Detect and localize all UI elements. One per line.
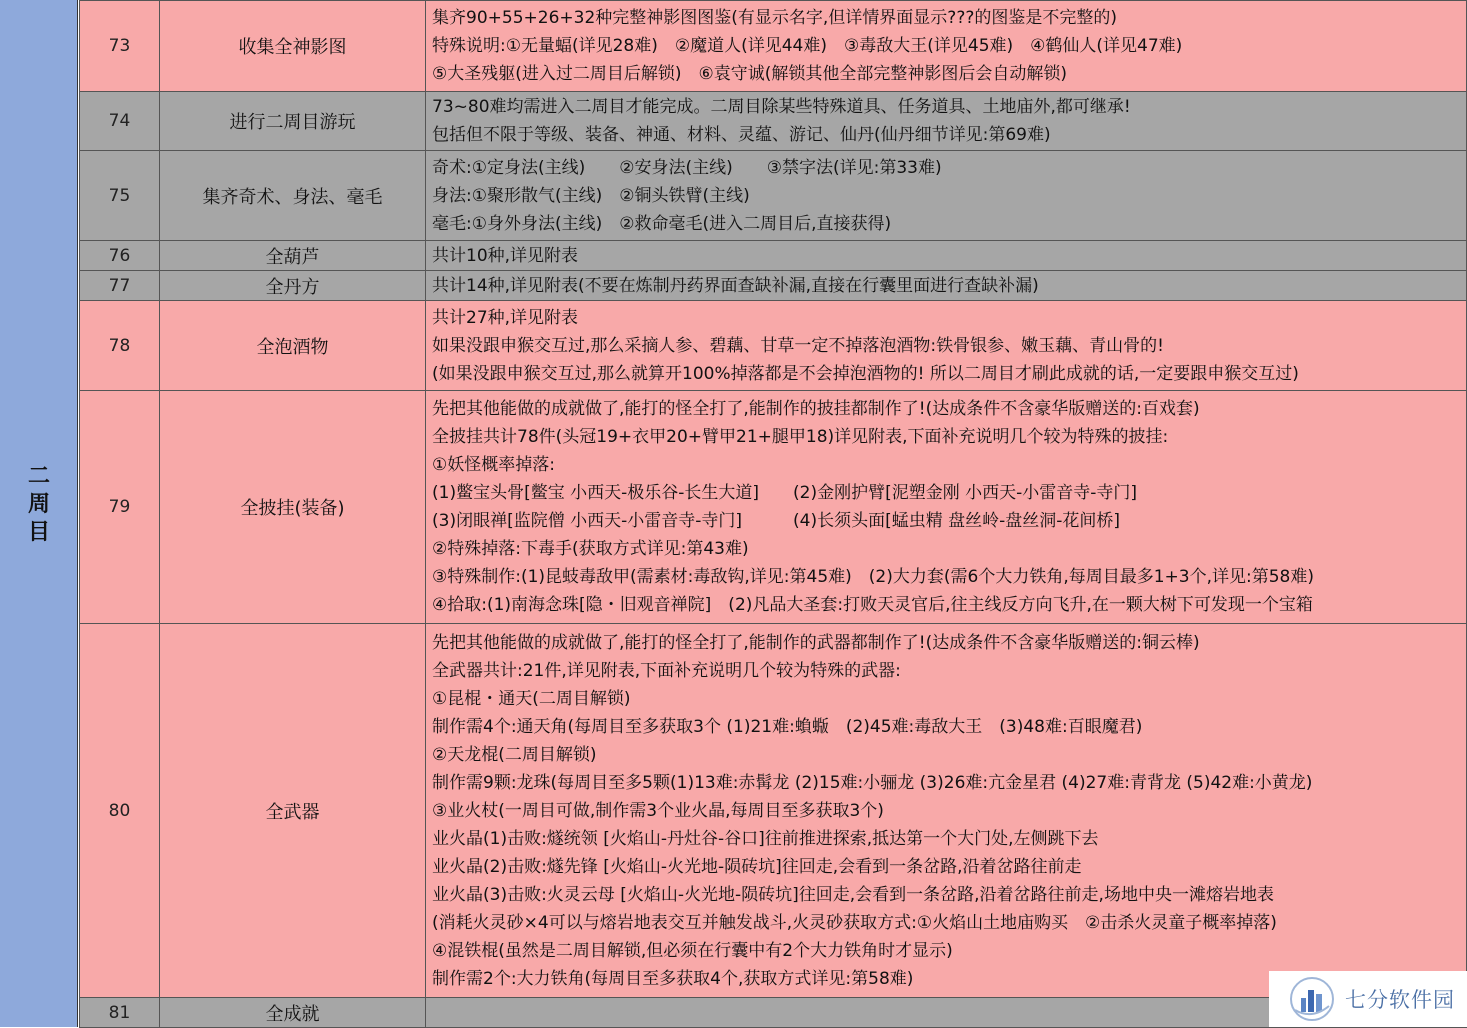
section-label-char: 周 xyxy=(27,491,50,517)
row-number: 80 xyxy=(80,624,160,998)
achievement-description xyxy=(426,151,1467,241)
description-line: ②天龙棍(二周目解锁) xyxy=(432,744,597,765)
section-sidebar xyxy=(0,0,78,1027)
achievement-name: 全葫芦 xyxy=(160,241,426,271)
description-line: 先把其他能做的成就做了,能打的怪全打了,能制作的武器都制作了!(达成条件不含豪华版赠送的:铜云棒) xyxy=(432,632,1200,653)
description-line: ④混铁棍(虽然是二周目解锁,但必须在行囊中有2个大力铁角时才显示) xyxy=(432,940,953,961)
description-line: (消耗火灵砂×4可以与熔岩地表交互并触发战斗,火灵砂获取方式:①火焰山土地庙购买 ②击杀火灵童子概率掉落) xyxy=(432,912,1277,933)
description-line: ③业火杖(一周目可做,制作需3个业火晶,每周目至多获取3个) xyxy=(432,800,884,821)
description-line: 包括但不限于等级、装备、神通、材料、灵蕴、游记、仙丹(仙丹细节详见:第69难) xyxy=(432,125,1051,145)
row-number: 79 xyxy=(80,391,160,624)
row-number: 76 xyxy=(80,241,160,271)
row-number: 81 xyxy=(80,998,160,1028)
description-line: ①妖怪概率掉落: xyxy=(432,455,555,475)
building-logo-icon xyxy=(1289,976,1335,1022)
table-row xyxy=(80,624,1467,998)
table-row xyxy=(80,151,1467,241)
table-row xyxy=(80,998,1467,1028)
section-label-char: 目 xyxy=(27,519,50,545)
description-line: 73~80难均需进入二周目才能完成。二周目除某些特殊道具、任务道具、土地庙外,都可继承! xyxy=(432,97,1131,117)
description-line: ③特殊制作:(1)昆蚑毒敌甲(需素材:毒敌钩,详见:第45难) (2)大力套(需6个大力铁角,每周目最多1+3个,详见:第58难) xyxy=(432,567,1315,587)
description-line: (3)闭眼禅[监院僧 小西天-小雷音寺-寺门] (4)长须头面[蜢虫精 盘丝岭-盘丝洞-花间桥] xyxy=(432,511,1121,531)
section-label xyxy=(0,462,78,546)
achievement-name: 收集全神影图 xyxy=(160,1,426,92)
description-line: ④拾取:(1)南海念珠[隐・旧观音禅院] (2)凡品大圣套:打败天灵官后,往主线反方向飞升,在一颗大树下可发现一个宝箱 xyxy=(432,595,1313,615)
description-line: 共计10种,详见附表 xyxy=(432,245,579,266)
description-line: 业火晶(3)击败:火灵云母 [火焰山-火光地-陨砖坑]往回走,会看到一条岔路,沿着岔路往前走,场地中央一滩熔岩地表 xyxy=(432,884,1274,905)
description-line: 奇术:①定身法(主线) ②安身法(主线) ③禁字法(详见:第33难) xyxy=(432,157,942,178)
description-line: 制作需2个:大力铁角(每周目至多获取4个,获取方式详见:第58难) xyxy=(432,968,914,989)
achievement-description xyxy=(426,1,1467,92)
achievement-description xyxy=(426,391,1467,624)
description-line: (1)鳖宝头骨[鳖宝 小西天-极乐谷-长生大道] (2)金刚护臂[泥塑金刚 小西天-小雷音寺-寺门] xyxy=(432,483,1138,503)
description-line: 业火晶(1)击败:燧统领 [火焰山-丹灶谷-谷口]往前推进探索,抵达第一个大门处,左侧跳下去 xyxy=(432,828,1099,849)
description-line: 如果没跟申猴交互过,那么采摘人参、碧藕、甘草一定不掉落泡酒物:铁骨银参、嫩玉藕、青山骨的! xyxy=(432,335,1164,356)
description-line: ②特殊掉落:下毒手(获取方式详见:第43难) xyxy=(432,539,749,559)
achievement-name: 全泡酒物 xyxy=(160,301,426,391)
table-row xyxy=(80,92,1467,151)
row-number: 75 xyxy=(80,151,160,241)
achievement-name: 全成就 xyxy=(160,998,426,1028)
row-number: 77 xyxy=(80,271,160,301)
description-line: 制作需9颗:龙珠(每周目至多5颗(1)13难:赤髯龙 (2)15难:小骊龙 (3)26难:亢金星君 (4)27难:青背龙 (5)42难:小黄龙) xyxy=(432,772,1313,793)
achievement-name: 集齐奇术、身法、毫毛 xyxy=(160,151,426,241)
row-number: 78 xyxy=(80,301,160,391)
table-row xyxy=(80,271,1467,301)
description-line: 全武器共计:21件,详见附表,下面补充说明几个较为特殊的武器: xyxy=(432,660,901,681)
description-line: 毫毛:①身外身法(主线) ②救命毫毛(进入二周目后,直接获得) xyxy=(432,213,892,234)
achievement-description xyxy=(426,301,1467,391)
description-line: 共计27种,详见附表 xyxy=(432,307,579,328)
table-row xyxy=(80,241,1467,271)
achievement-description xyxy=(426,241,1467,271)
description-line: 全披挂共计78件(头冠19+衣甲20+臂甲21+腿甲18)详见附表,下面补充说明几个较为特殊的披挂: xyxy=(432,427,1169,447)
watermark-text: 七分软件园 xyxy=(1345,988,1455,1012)
section-label-char: 二 xyxy=(27,463,50,489)
description-line: 先把其他能做的成就做了,能打的怪全打了,能制作的披挂都制作了!(达成条件不含豪华版赠送的:百戏套) xyxy=(432,399,1200,419)
description-line: 制作需4个:通天角(每周目至多获取3个 (1)21难:蝜蝂 (2)45难:毒敌大王 (3)48难:百眼魔君) xyxy=(432,716,1143,737)
achievement-name: 全披挂(装备) xyxy=(160,391,426,624)
watermark xyxy=(1269,971,1467,1027)
table-row xyxy=(80,1,1467,92)
achievement-name: 进行二周目游玩 xyxy=(160,92,426,151)
achievement-description xyxy=(426,271,1467,301)
table-row xyxy=(80,301,1467,391)
achievement-table xyxy=(79,0,1467,1028)
description-line: 集齐90+55+26+32种完整神影图图鉴(有显示名字,但详情界面显示???的图鉴是不完整的) xyxy=(432,8,1117,28)
description-line: (如果没跟申猴交互过,那么就算开100%掉落都是不会掉泡酒物的! 所以二周目才刷此成就的话,一定要跟申猴交互过) xyxy=(432,363,1299,384)
description-line: ⑤大圣残躯(进入过二周目后解锁) ⑥袁守诚(解锁其他全部完整神影图后会自动解锁) xyxy=(432,64,1068,84)
row-number: 73 xyxy=(80,1,160,92)
table-row xyxy=(80,391,1467,624)
achievement-name: 全丹方 xyxy=(160,271,426,301)
description-line: 业火晶(2)击败:燧先锋 [火焰山-火光地-陨砖坑]往回走,会看到一条岔路,沿着岔路往前走 xyxy=(432,856,1082,877)
row-number: 74 xyxy=(80,92,160,151)
description-line: 共计14种,详见附表(不要在炼制丹药界面查缺补漏,直接在行囊里面进行查缺补漏) xyxy=(432,275,1039,296)
description-line: 特殊说明:①无量蝠(详见28难) ②魔道人(详见44难) ③毒敌大王(详见45难) ④鹤仙人(详见47难) xyxy=(432,36,1183,56)
achievement-description xyxy=(426,92,1467,151)
description-line: ①昆棍・通天(二周目解锁) xyxy=(432,688,631,709)
description-line: 身法:①聚形散气(主线) ②铜头铁臂(主线) xyxy=(432,185,750,206)
achievement-name: 全武器 xyxy=(160,624,426,998)
achievement-description xyxy=(426,624,1467,998)
